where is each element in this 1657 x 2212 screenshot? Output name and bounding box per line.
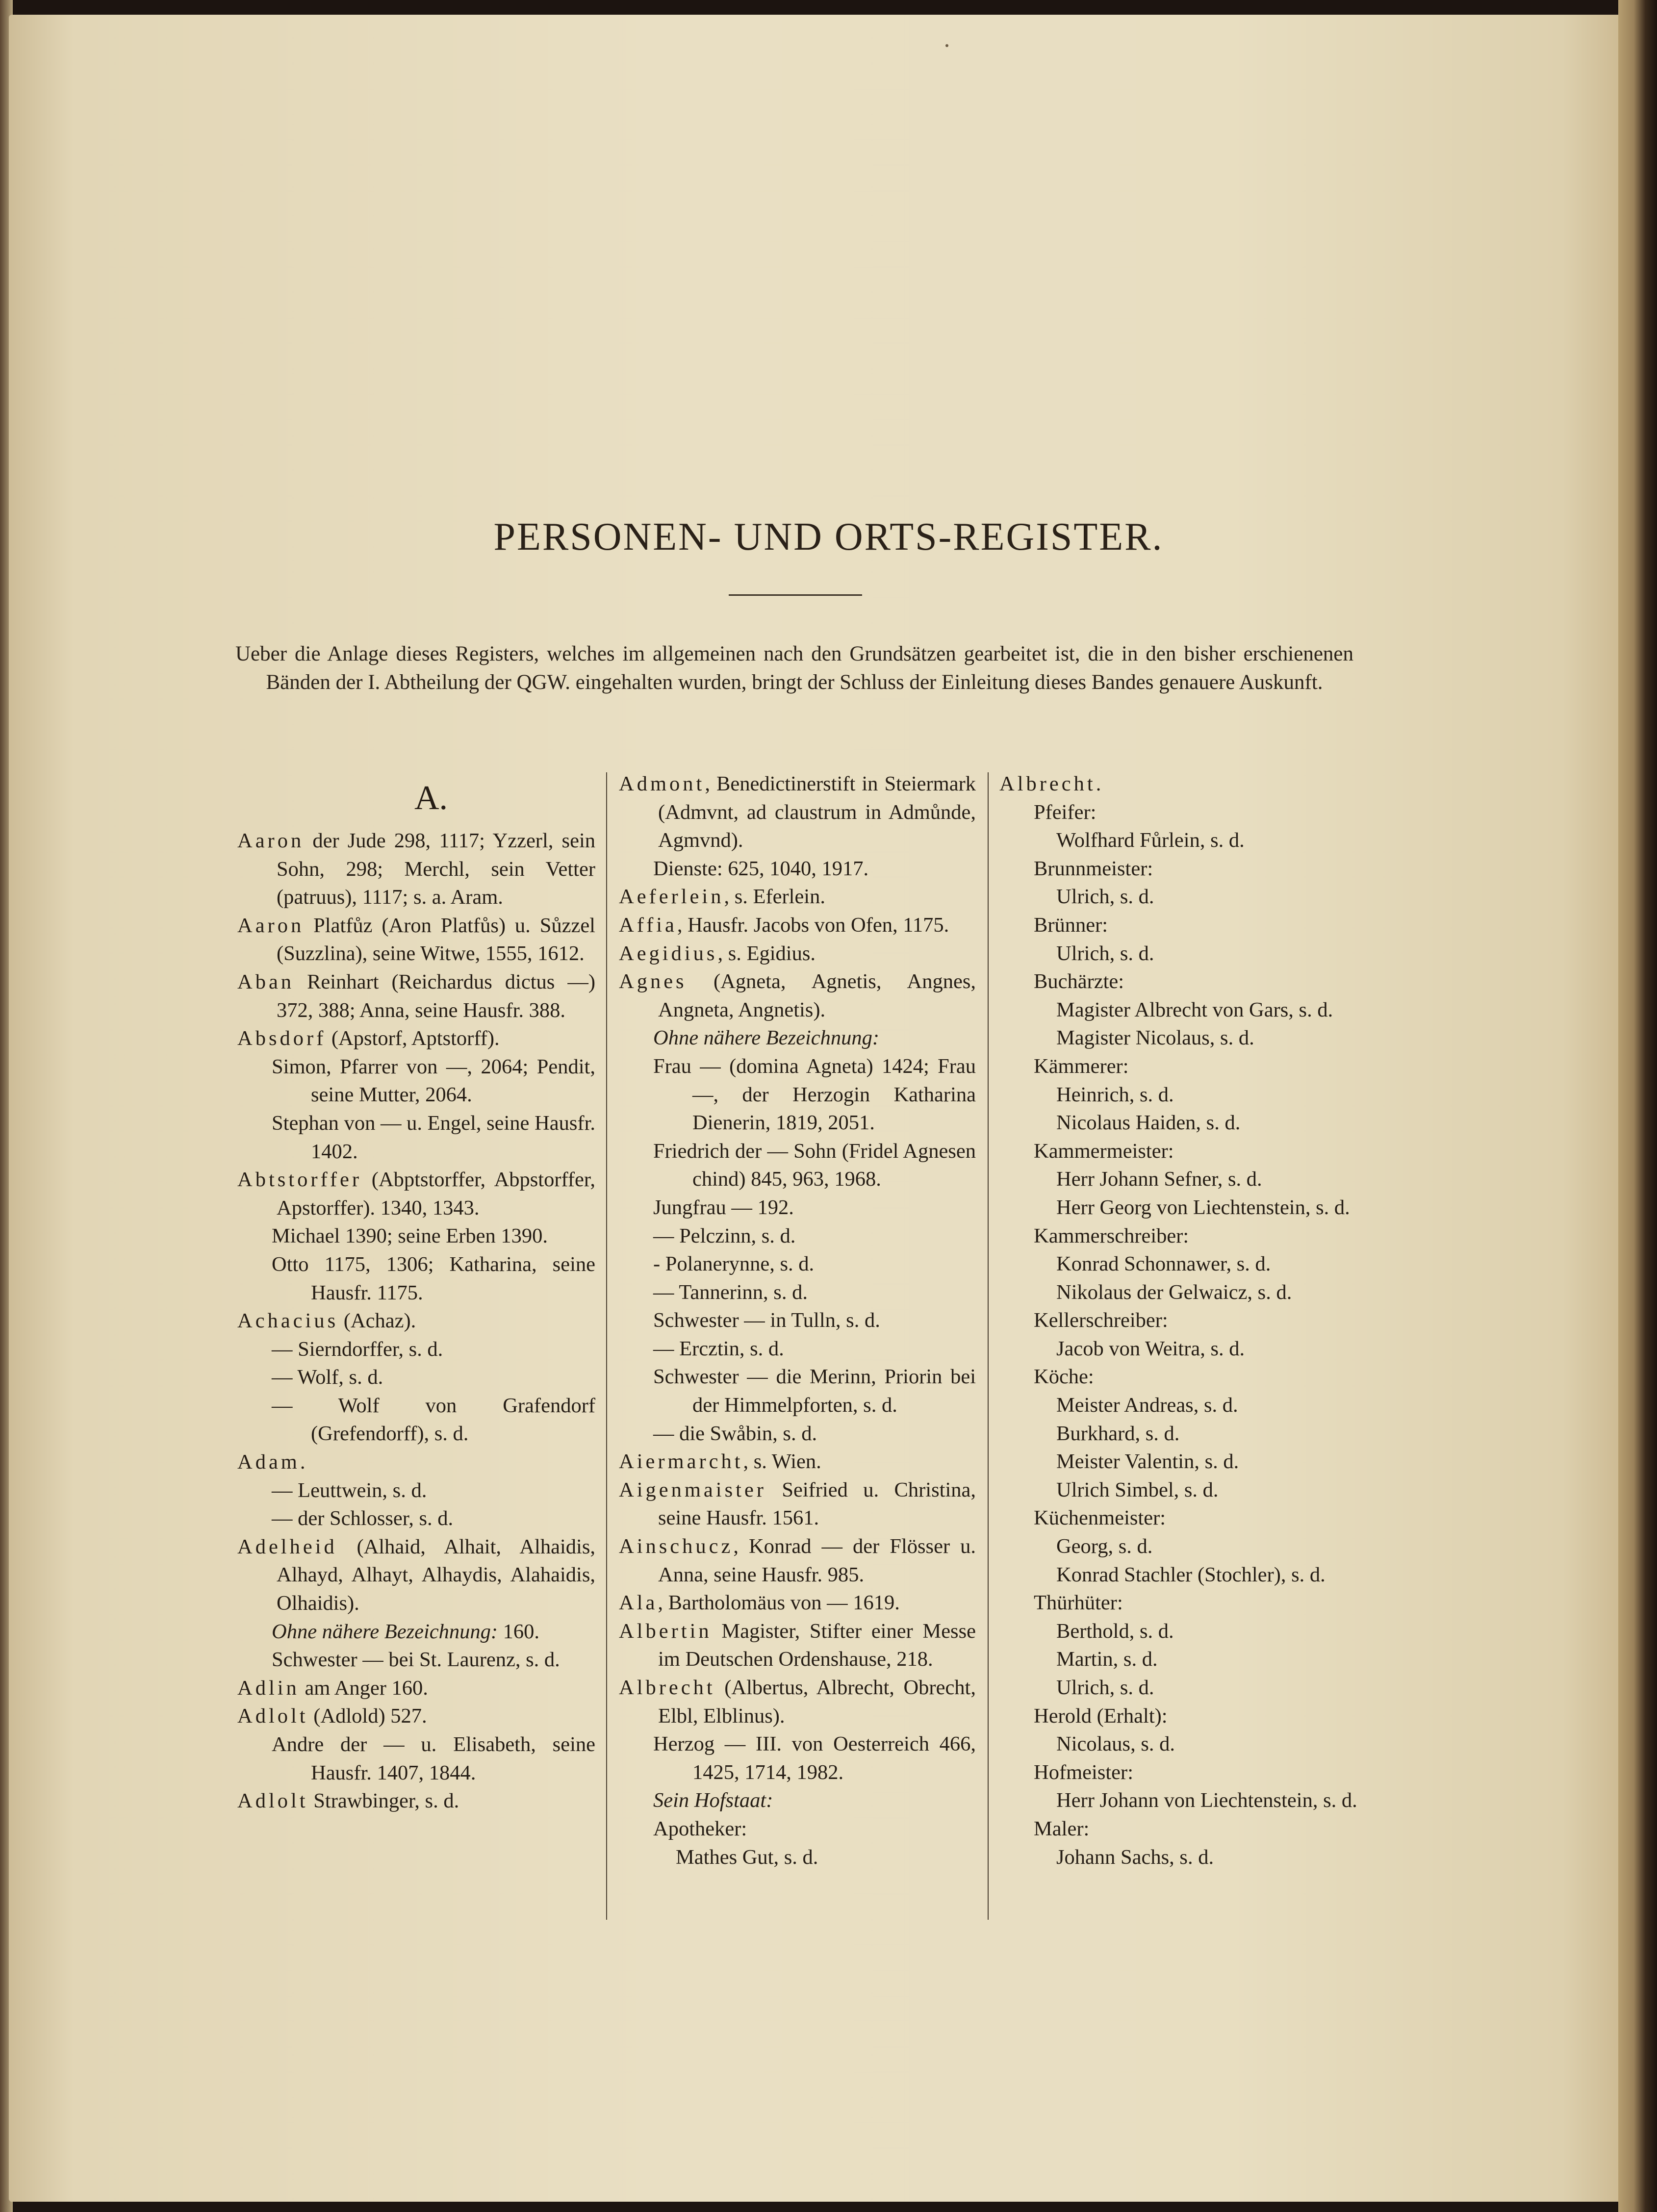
subentry-text: Wolfhard Fůrlein, s. d.	[1056, 829, 1245, 852]
subentry-text: Maler:	[1034, 1817, 1090, 1840]
page-title: PERSONEN- UND ORTS-REGISTER.	[493, 515, 1164, 559]
entry-headword: Ainschucz	[619, 1535, 734, 1558]
register-subsubentry	[999, 1645, 1357, 1674]
entry-headword: Affia	[619, 913, 677, 937]
subentry-text: Kämmerer:	[1034, 1054, 1129, 1078]
subentry-text: Brünner:	[1034, 913, 1108, 937]
register-subentry	[619, 1420, 976, 1448]
register-subentry	[999, 967, 1357, 996]
entry-headword: Adlolt	[237, 1704, 308, 1728]
entry-headword: Aaron	[237, 914, 305, 937]
register-subsubentry	[999, 1194, 1357, 1222]
entry-headword: Aiermarcht	[619, 1450, 743, 1474]
subentry-text: Kammermeister:	[1034, 1139, 1174, 1163]
register-entry	[619, 883, 976, 911]
entry-text: , Bartholomäus von — 1619.	[658, 1591, 900, 1615]
register-subentry	[999, 911, 1357, 940]
register-subentry	[619, 1306, 976, 1335]
register-subsubentry	[999, 1843, 1357, 1872]
subentry-text: Hofmeister:	[1034, 1760, 1133, 1784]
register-subsubentry	[999, 1532, 1357, 1561]
entry-headword: Albrecht	[999, 772, 1096, 795]
register-entry	[619, 1589, 976, 1617]
register-subentry	[999, 1306, 1357, 1335]
book-spine-edge	[1618, 0, 1657, 2212]
subentry-text: Brunnmeister:	[1034, 857, 1153, 880]
subentry-text: Friedrich der — Sohn (Fridel Agnesen chind) 845, 963, 1968.	[653, 1139, 976, 1191]
subentry-text: — Ercztin, s. d.	[653, 1337, 784, 1360]
register-subentry	[237, 1363, 595, 1392]
subentry-text: Heinrich, s. d.	[1056, 1083, 1174, 1106]
register-subentry	[999, 1758, 1357, 1787]
entry-text: (Alhaid, Alhait, Alhaidis, Alhayd, Alhayt, Alhaydis, Alahaidis, Olhaidis).	[277, 1535, 595, 1615]
page-speck	[945, 44, 948, 47]
register-subentry	[619, 1194, 976, 1222]
subentry-text: Buchärzte:	[1034, 970, 1124, 993]
register-subsubentry	[999, 996, 1357, 1024]
subentry-text: Meister Valentin, s. d.	[1056, 1450, 1239, 1474]
register-subsubentry	[999, 1476, 1357, 1504]
register-subsubentry	[999, 1420, 1357, 1448]
entry-text: , Hausfr. Jacobs von Ofen, 1175.	[677, 913, 949, 937]
register-subentry	[619, 1137, 976, 1194]
entry-headword: Adelheid	[237, 1535, 337, 1558]
subentry-text: — Wolf, s. d.	[272, 1366, 383, 1389]
register-subentry	[619, 1363, 976, 1419]
entry-headword: Aaron	[237, 829, 305, 852]
subentry-text: Kellerschreiber:	[1034, 1309, 1168, 1332]
subentry-text: Apotheker:	[653, 1817, 747, 1840]
subentry-text: Simon, Pfarrer von —, 2064; Pendit, seine Mutter, 2064.	[272, 1055, 595, 1107]
subentry-text: Andre der — u. Elisabeth, seine Hausfr. 1407, 1844.	[272, 1733, 595, 1784]
register-entry	[237, 1702, 595, 1730]
entry-text: 160.	[498, 1620, 540, 1643]
subentry-text: Konrad Stachler (Stochler), s. d.	[1056, 1563, 1326, 1586]
entry-text: .	[1096, 772, 1101, 795]
subentry-text: Thürhüter:	[1034, 1591, 1123, 1615]
entry-text: Seifried u. Christina, seine Hausfr. 1561.	[658, 1478, 976, 1530]
register-subsubentry	[999, 883, 1357, 911]
register-subentry	[999, 1815, 1357, 1843]
register-subentry	[237, 1250, 595, 1307]
register-subentry	[619, 1730, 976, 1786]
entry-text: der Jude 298, 1117; Yzzerl, sein Sohn, 298; Merchl, sein Vetter (patruus), 1117; s. a. Aram.	[277, 829, 595, 909]
register-subentry	[999, 855, 1357, 883]
subentry-text: Frau — (domina Agneta) 1424; Frau —, der Herzogin Katharina Dienerin, 1819, 2051.	[653, 1054, 976, 1135]
register-subsubentry	[999, 1250, 1357, 1278]
entry-text: , s. Eferlein.	[724, 885, 825, 909]
register-subentry	[237, 1646, 595, 1674]
subentry-text: Jungfrau — 192.	[653, 1195, 794, 1219]
subentry-text: — der Schlosser, s. d.	[272, 1507, 454, 1530]
register-subentry	[237, 1222, 595, 1250]
register-entry	[999, 770, 1357, 798]
subentry-text: Stephan von — u. Engel, seine Hausfr. 1402.	[272, 1111, 595, 1163]
subentry-text: Martin, s. d.	[1056, 1648, 1158, 1671]
register-entry	[237, 1166, 595, 1222]
register-subsubentry	[999, 1561, 1357, 1589]
register-entry	[237, 968, 595, 1024]
register-subsubentry	[999, 1335, 1357, 1363]
subentry-text: Dienste: 625, 1040, 1917.	[653, 857, 869, 880]
entry-text: .	[300, 1450, 306, 1474]
register-subsubentry	[999, 1674, 1357, 1702]
subentry-text: Magister Albrecht von Gars, s. d.	[1056, 998, 1333, 1021]
entry-headword: Agnes	[619, 970, 687, 993]
entry-headword: Adlin	[237, 1676, 300, 1700]
subentry-text: Pfeifer:	[1034, 800, 1096, 824]
register-subentry	[237, 1730, 595, 1787]
subheading-label: Ohne nähere Bezeichnung:	[653, 1026, 880, 1050]
register-subsubentry	[999, 1786, 1357, 1815]
register-subsubentry	[999, 940, 1357, 968]
entry-headword: Aeferlein	[619, 885, 724, 909]
entry-headword: Abtstorffer	[237, 1168, 362, 1192]
register-column-1	[237, 770, 595, 1815]
register-subentry	[999, 1137, 1357, 1166]
register-entry	[237, 1307, 595, 1335]
register-subentry	[999, 1504, 1357, 1532]
column-divider	[988, 772, 989, 1920]
register-subsubentry	[999, 1391, 1357, 1420]
subentry-text: Nicolaus, s. d.	[1056, 1732, 1175, 1756]
entry-text: (Apstorf, Aptstorff).	[326, 1027, 500, 1050]
entry-subheading	[237, 1618, 595, 1646]
register-column-2	[619, 770, 976, 1871]
register-entry	[619, 1448, 976, 1476]
subentry-text: Michael 1390; seine Erben 1390.	[272, 1224, 548, 1248]
entry-subheading	[619, 1786, 976, 1815]
subentry-text: Konrad Schonnawer, s. d.	[1056, 1252, 1271, 1276]
subentry-text: — Wolf von Grafendorf (Grefendorff), s. d.	[272, 1394, 595, 1446]
subentry-text: Jacob von Weitra, s. d.	[1056, 1337, 1245, 1360]
register-subentry	[619, 1278, 976, 1307]
register-entry	[237, 1787, 595, 1815]
entry-text: (Abptstorffer, Abpstorffer, Apstorffer). 1340, 1343.	[277, 1168, 595, 1220]
entry-subheading	[619, 1024, 976, 1052]
subentry-text: Herzog — III. von Oesterreich 466, 1425, 1714, 1982.	[653, 1732, 976, 1784]
register-subentry	[619, 1222, 976, 1250]
entry-text: (Achaz).	[338, 1309, 416, 1333]
register-subentry	[237, 1392, 595, 1448]
register-entry	[237, 912, 595, 968]
register-subentry	[999, 798, 1357, 827]
subentry-text: Herr Johann Sefner, s. d.	[1056, 1168, 1262, 1191]
subentry-text: Küchenmeister:	[1034, 1506, 1166, 1530]
entry-text: , s. Egidius.	[717, 941, 816, 965]
register-entry	[237, 1533, 595, 1618]
subentry-text: — Tannerinn, s. d.	[653, 1280, 808, 1304]
subentry-text: Magister Nicolaus, s. d.	[1056, 1026, 1254, 1050]
register-subentry	[619, 1052, 976, 1137]
subentry-text: Johann Sachs, s. d.	[1056, 1845, 1214, 1869]
entry-headword: Adam	[237, 1450, 300, 1474]
subentry-text: Meister Andreas, s. d.	[1056, 1394, 1238, 1417]
subheading-label: Sein Hofstaat:	[653, 1789, 773, 1812]
register-subentry	[237, 1053, 595, 1109]
register-entry	[619, 1617, 976, 1674]
register-entry	[619, 1476, 976, 1532]
subentry-text: Berthold, s. d.	[1056, 1619, 1174, 1643]
entry-text: , s. Wien.	[743, 1450, 821, 1474]
subentry-text: — Sierndorffer, s. d.	[272, 1337, 443, 1361]
subentry-text: Ulrich Simbel, s. d.	[1056, 1478, 1219, 1501]
register-entry	[237, 1448, 595, 1476]
register-subentry	[619, 855, 976, 883]
subentry-text: Kammerschreiber:	[1034, 1224, 1189, 1247]
entry-headword: Ala	[619, 1591, 658, 1615]
register-subentry	[237, 1335, 595, 1364]
column-divider	[606, 772, 607, 1920]
register-entry	[237, 1674, 595, 1703]
subentry-text: Herr Johann von Liechtenstein, s. d.	[1056, 1789, 1357, 1812]
subentry-text: Schwester — bei St. Laurenz, s. d.	[272, 1648, 560, 1672]
section-letter: A.	[414, 779, 448, 817]
register-subentry	[999, 1222, 1357, 1250]
entry-text: (Albertus, Albrecht, Obrecht, Elbl, Elblinus).	[658, 1676, 976, 1728]
register-subsubentry	[999, 1730, 1357, 1758]
entry-text: Magister, Stifter einer Messe im Deutschen Ordenshause, 218.	[658, 1619, 976, 1671]
register-subsubentry	[999, 1617, 1357, 1646]
register-subsubentry	[999, 1081, 1357, 1109]
subentry-text: — Pelczinn, s. d.	[653, 1224, 796, 1247]
subentry-text: Nicolaus Haiden, s. d.	[1056, 1111, 1241, 1135]
entry-headword: Admont	[619, 772, 705, 795]
register-subentry	[999, 1589, 1357, 1617]
register-subentry	[999, 1363, 1357, 1391]
register-entry	[237, 827, 595, 912]
register-subentry	[619, 1250, 976, 1278]
entry-text: , Konrad — der Flösser u. Anna, seine Hausfr. 985.	[658, 1535, 976, 1586]
entry-text: Reinhart (Reichardus dictus —) 372, 388; Anna, seine Hausfr. 388.	[277, 970, 595, 1022]
register-subentry	[999, 1052, 1357, 1081]
subentry-text: Nikolaus der Gelwaicz, s. d.	[1056, 1280, 1292, 1304]
register-entry	[619, 770, 976, 855]
subentry-text: Otto 1175, 1306; Katharina, seine Hausfr. 1175.	[272, 1252, 595, 1304]
register-subsubentry	[999, 1109, 1357, 1137]
subentry-text: - Polanerynne, s. d.	[653, 1252, 815, 1276]
subentry-text: Schwester — die Merinn, Priorin bei der Himmelpforten, s. d.	[653, 1365, 976, 1417]
entry-headword: Absdorf	[237, 1027, 327, 1050]
entry-text: (Agneta, Agnetis, Angnes, Angneta, Angnetis).	[658, 970, 976, 1021]
entry-headword: Albrecht	[619, 1676, 715, 1699]
register-subsubentry	[999, 1165, 1357, 1194]
subentry-text: — die Swåbin, s. d.	[653, 1422, 817, 1445]
register-subsubentry	[999, 1278, 1357, 1307]
register-entry	[619, 1674, 976, 1730]
title-rule	[729, 594, 862, 596]
entry-text: am Anger 160.	[299, 1676, 428, 1700]
entry-headword: Aban	[237, 970, 295, 993]
subentry-text: Schwester — in Tulln, s. d.	[653, 1309, 880, 1332]
entry-headword: Albertin	[619, 1619, 712, 1643]
entry-text: Strawbinger, s. d.	[308, 1789, 459, 1813]
subentry-text: Ulrich, s. d.	[1056, 1676, 1154, 1699]
register-entry	[619, 1532, 976, 1589]
register-entry	[619, 967, 976, 1024]
intro-paragraph: Ueber die Anlage dieses Registers, welches im allgemeinen nach den Grundsätzen gearbeitet ist, die in den bisher erschienenen Bänden der I. Abtheilung der QGW. eingehalten wurden, bringt der Schluss der Einleitung dieses Bandes genauere Auskunft.	[235, 642, 1353, 694]
entry-text: (Adlold) 527.	[308, 1704, 427, 1728]
register-column-3	[999, 770, 1357, 1871]
entry-headword: Adlolt	[237, 1789, 308, 1813]
register-subentry	[999, 1702, 1357, 1730]
subentry-text: Ulrich, s. d.	[1056, 885, 1154, 909]
register-subentry	[237, 1109, 595, 1166]
entry-headword: Aigenmaister	[619, 1478, 766, 1501]
register-subentry	[619, 1335, 976, 1363]
register-entry	[619, 911, 976, 940]
subentry-text: Ulrich, s. d.	[1056, 941, 1154, 965]
subentry-text: — Leuttwein, s. d.	[272, 1478, 427, 1502]
register-subsubentry	[619, 1843, 976, 1872]
register-subentry	[619, 1815, 976, 1843]
register-entry	[237, 1024, 595, 1053]
register-subsubentry	[999, 1024, 1357, 1052]
register-subsubentry	[999, 1448, 1357, 1476]
subentry-text: Herold (Erhalt):	[1034, 1704, 1168, 1728]
register-subentry	[237, 1504, 595, 1533]
subentry-text: Köche:	[1034, 1365, 1094, 1389]
register-subsubentry	[999, 826, 1357, 855]
subentry-text: Mathes Gut, s. d.	[676, 1845, 818, 1869]
subentry-text: Herr Georg von Liechtenstein, s. d.	[1056, 1195, 1350, 1219]
subentry-text: Georg, s. d.	[1056, 1535, 1153, 1558]
entry-headword: Aegidius	[619, 941, 718, 965]
register-entry	[619, 940, 976, 968]
entry-text: , Benedictinerstift in Steiermark (Admvnt, ad claustrum in Admůnde, Agmvnd).	[658, 772, 976, 852]
subentry-text: Burkhard, s. d.	[1056, 1422, 1180, 1445]
register-subentry	[237, 1476, 595, 1505]
subheading-label: Ohne nähere Bezeichnung:	[272, 1620, 498, 1643]
entry-text: Platfůz (Aron Platfůs) u. Sůzzel (Suzzlina), seine Witwe, 1555, 1612.	[277, 914, 595, 966]
entry-headword: Achacius	[237, 1309, 339, 1333]
